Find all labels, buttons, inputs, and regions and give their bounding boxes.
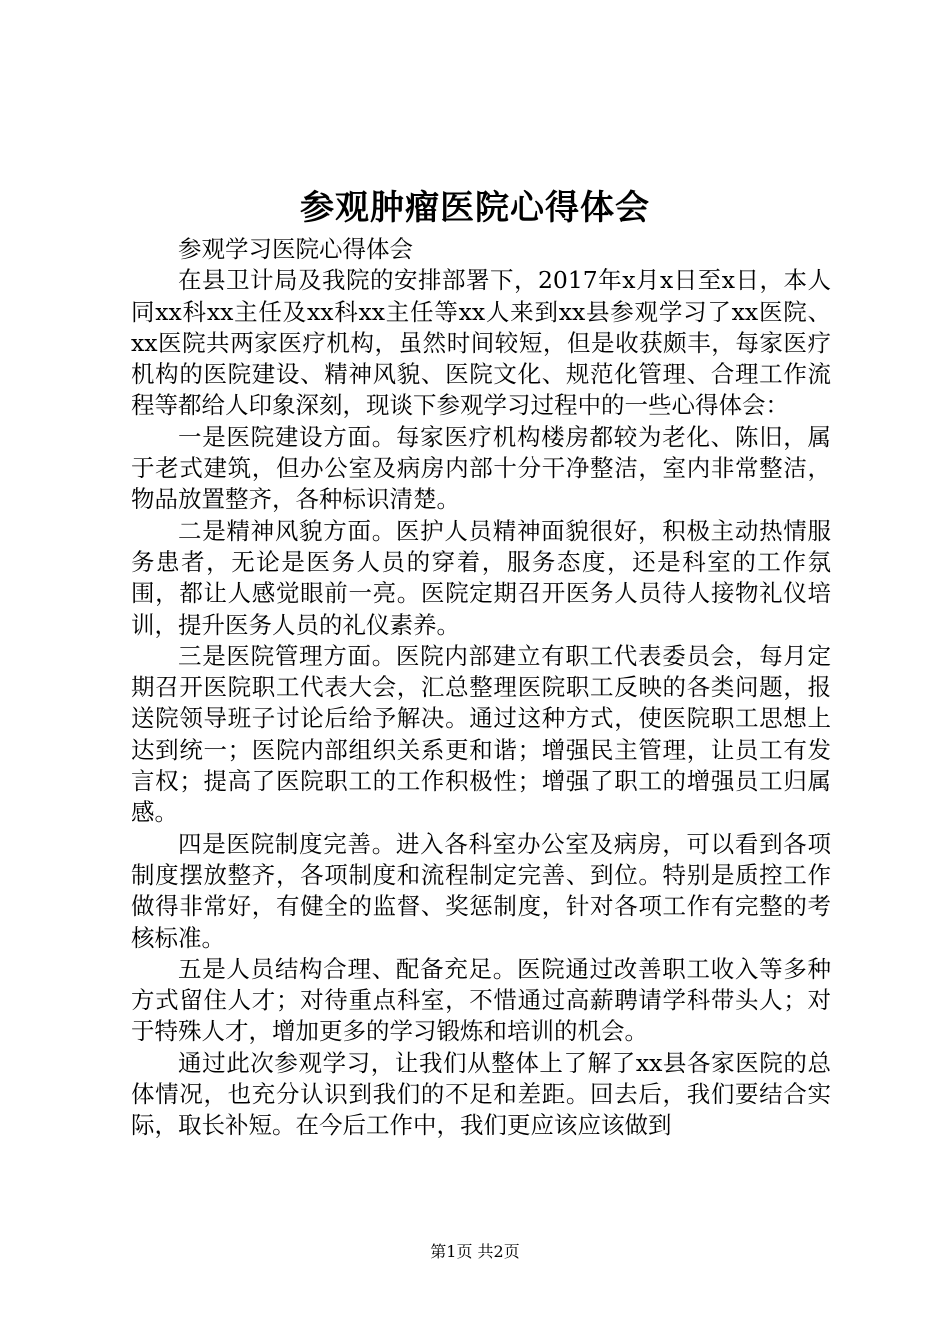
- paragraph-intro: 在县卫计局及我院的安排部署下，2017年x月x日至x日，本人同xx科xx主任及xx科xx主任等xx人来到xx县参观学习了xx医院、xx医院共两家医疗机构，虽然时间较短，但是收获颇丰，每家医疗机构的医院建设、精神风貌、医院文化、规范化管理、合理工作流程等都给人印象深刻，现谈下参观学习过程中的一些心得体会：: [131, 266, 831, 420]
- paragraph-point-4: 四是医院制度完善。进入各科室办公室及病房，可以看到各项制度摆放整齐，各项制度和流程制定完善、到位。特别是质控工作做得非常好，有健全的监督、奖惩制度，针对各项工作有完整的考核标准。: [131, 829, 831, 952]
- paragraph-subtitle: 参观学习医院心得体会: [178, 235, 413, 263]
- paragraph-point-1: 一是医院建设方面。每家医疗机构楼房都较为老化、陈旧，属于老式建筑，但办公室及病房内部十分干净整洁，室内非常整洁，物品放置整齐，各种标识清楚。: [131, 422, 831, 514]
- document-body: [131, 234, 831, 1142]
- page-number-footer: 第1页 共2页: [430, 1242, 520, 1261]
- document-title: 参观肿瘤医院心得体会: [300, 188, 650, 228]
- paragraph-point-2: 二是精神风貌方面。医护人员精神面貌很好，积极主动热情服务患者，无论是医务人员的穿着，服务态度，还是科室的工作氛围，都让人感觉眼前一亮。医院定期召开医务人员待人接物礼仪培训，提升医务人员的礼仪素养。: [131, 516, 831, 639]
- paragraph-point-3: 三是医院管理方面。医院内部建立有职工代表委员会，每月定期召开医院职工代表大会，汇总整理医院职工反映的各类问题，报送院领导班子讨论后给予解决。通过这种方式，使医院职工思想上达到统一；医院内部组织关系更和谐；增强民主管理，让员工有发言权；提高了医院职工的工作积极性；增强了职工的增强员工归属感。: [131, 641, 831, 827]
- paragraph-conclusion: 通过此次参观学习，让我们从整体上了解了xx县各家医院的总体情况，也充分认识到我们的不足和差距。回去后，我们要结合实际，取长补短。在今后工作中，我们更应该应该做到: [131, 1048, 831, 1140]
- paragraph-point-5: 五是人员结构合理、配备充足。医院通过改善职工收入等多种方式留住人才；对待重点科室，不惜通过高薪聘请学科带头人；对于特殊人才，增加更多的学习锻炼和培训的机会。: [131, 954, 831, 1046]
